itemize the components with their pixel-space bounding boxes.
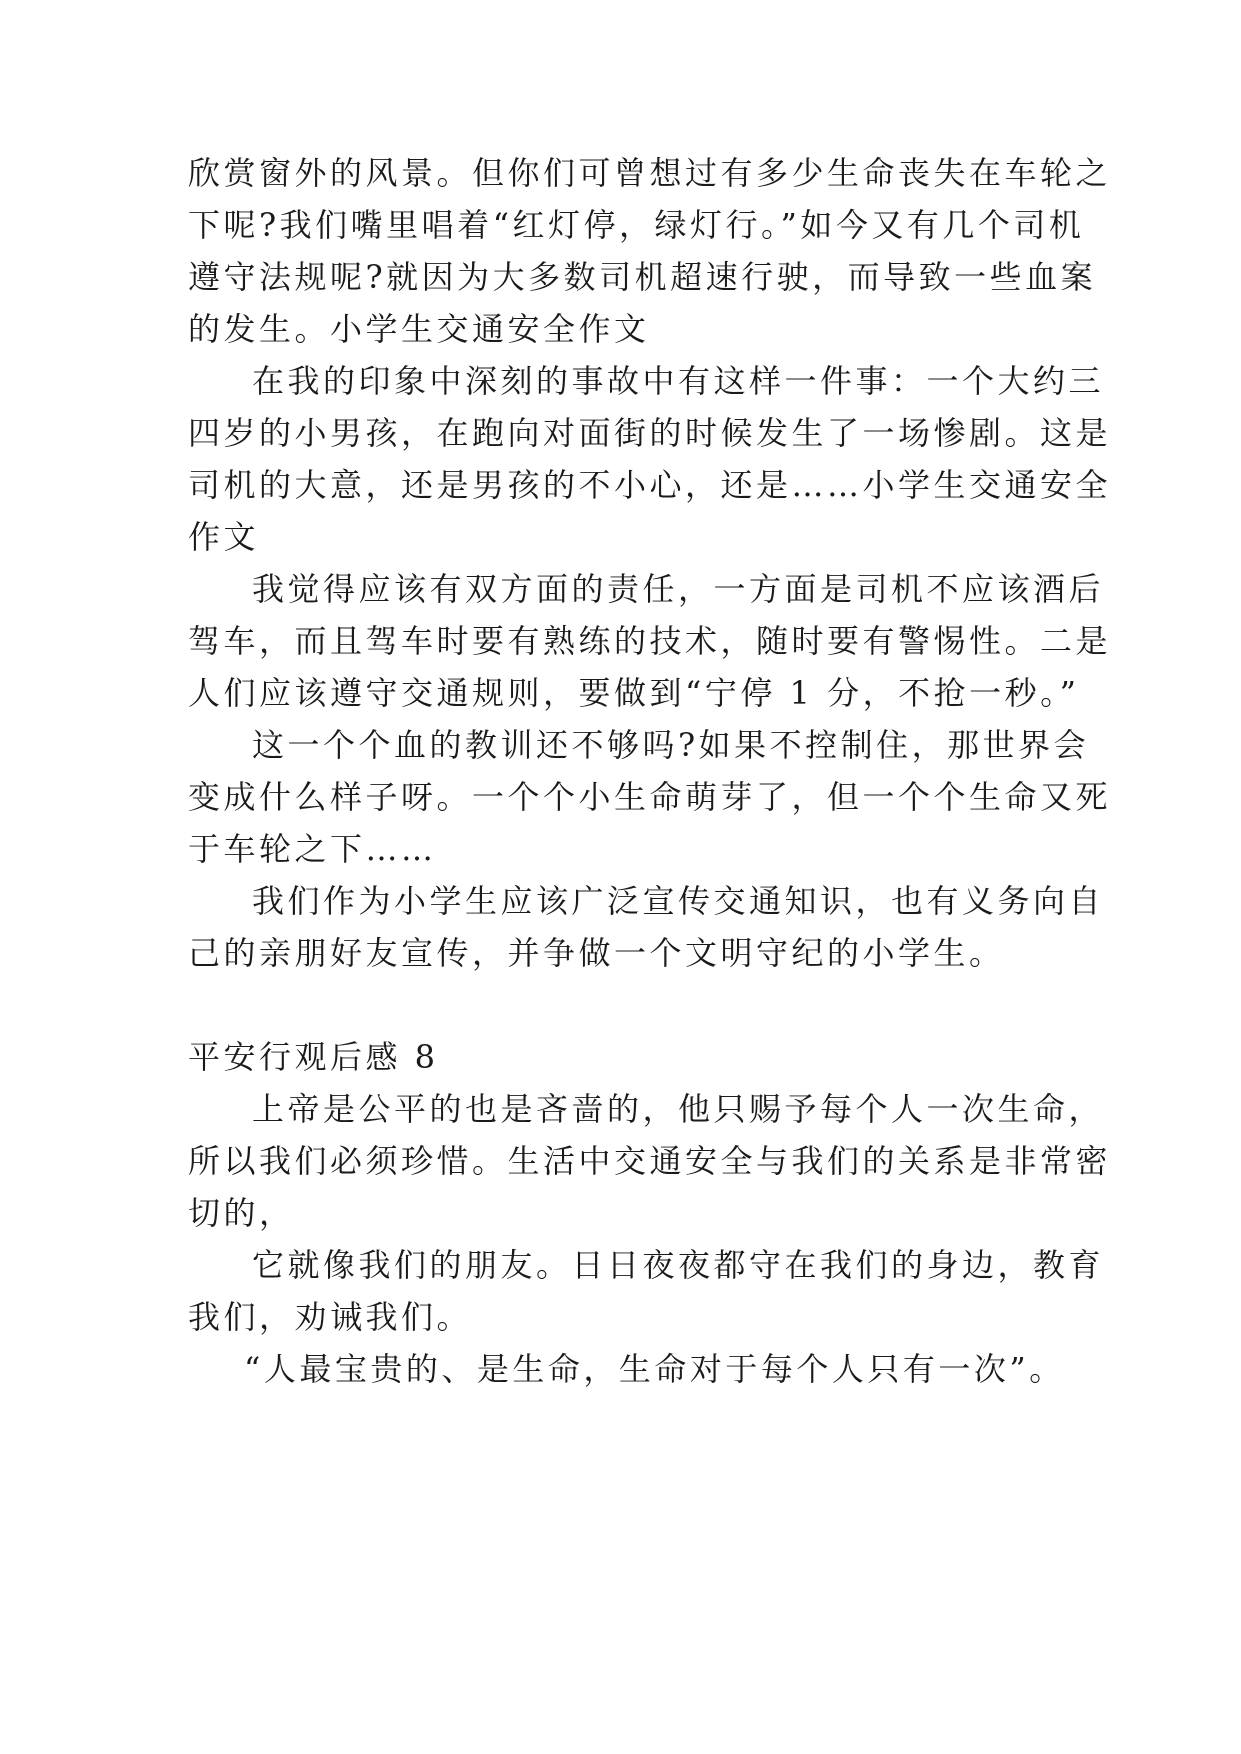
body-line: 四岁的小男孩，在跑向对面街的时候发生了一场惨剧。这是 xyxy=(188,414,1112,452)
body-line: 切的， xyxy=(188,1194,295,1232)
body-line: 驾车，而且驾车时要有熟练的技术，随时要有警惕性。二是 xyxy=(188,622,1112,660)
body-line: 变成什么样子呀。一个个小生命萌芽了，但一个个生命又死 xyxy=(188,778,1112,816)
body-line: 下呢?我们嘴里唱着“红灯停，绿灯行。”如今又有几个司机 xyxy=(188,206,1085,244)
section-heading: 平安行观后感 8 xyxy=(188,1038,439,1076)
paragraph-first-line: 我觉得应该有双方面的责任，一方面是司机不应该酒后 xyxy=(252,570,1105,608)
paragraph-first-line: 这一个个血的教训还不够吗?如果不控制住，那世界会 xyxy=(252,726,1090,764)
paragraph-first-line: 它就像我们的朋友。日日夜夜都守在我们的身边，教育 xyxy=(252,1246,1105,1284)
body-line: 我们，劝诫我们。 xyxy=(188,1298,473,1336)
body-line: 所以我们必须珍惜。生活中交通安全与我们的关系是非常密 xyxy=(188,1142,1112,1180)
body-line: 司机的大意，还是男孩的不小心，还是……小学生交通安全 xyxy=(188,466,1112,504)
paragraph-first-line: 我们作为小学生应该广泛宣传交通知识，也有义务向自 xyxy=(252,882,1105,920)
paragraph-first-line: 上帝是公平的也是吝啬的，他只赐予每个人一次生命， xyxy=(252,1090,1105,1128)
body-line: 己的亲朋好友宣传，并争做一个文明守纪的小学生。 xyxy=(188,934,1005,972)
body-line: 的发生。小学生交通安全作文 xyxy=(188,310,650,348)
paragraph-first-line: 在我的印象中深刻的事故中有这样一件事：一个大约三 xyxy=(252,362,1105,400)
body-line: 欣赏窗外的风景。但你们可曾想过有多少生命丧失在车轮之 xyxy=(188,154,1112,192)
body-line: 于车轮之下…… xyxy=(188,830,437,868)
body-line: 人们应该遵守交通规则，要做到“宁停 1 分，不抢一秒。” xyxy=(188,674,1080,712)
body-line: 作文 xyxy=(188,518,260,556)
body-line: 遵守法规呢?就因为大多数司机超速行驶，而导致一些血案 xyxy=(188,258,1097,296)
quote-line: “人最宝贵的、是生命，生命对于每个人只有一次”。 xyxy=(244,1350,1065,1388)
